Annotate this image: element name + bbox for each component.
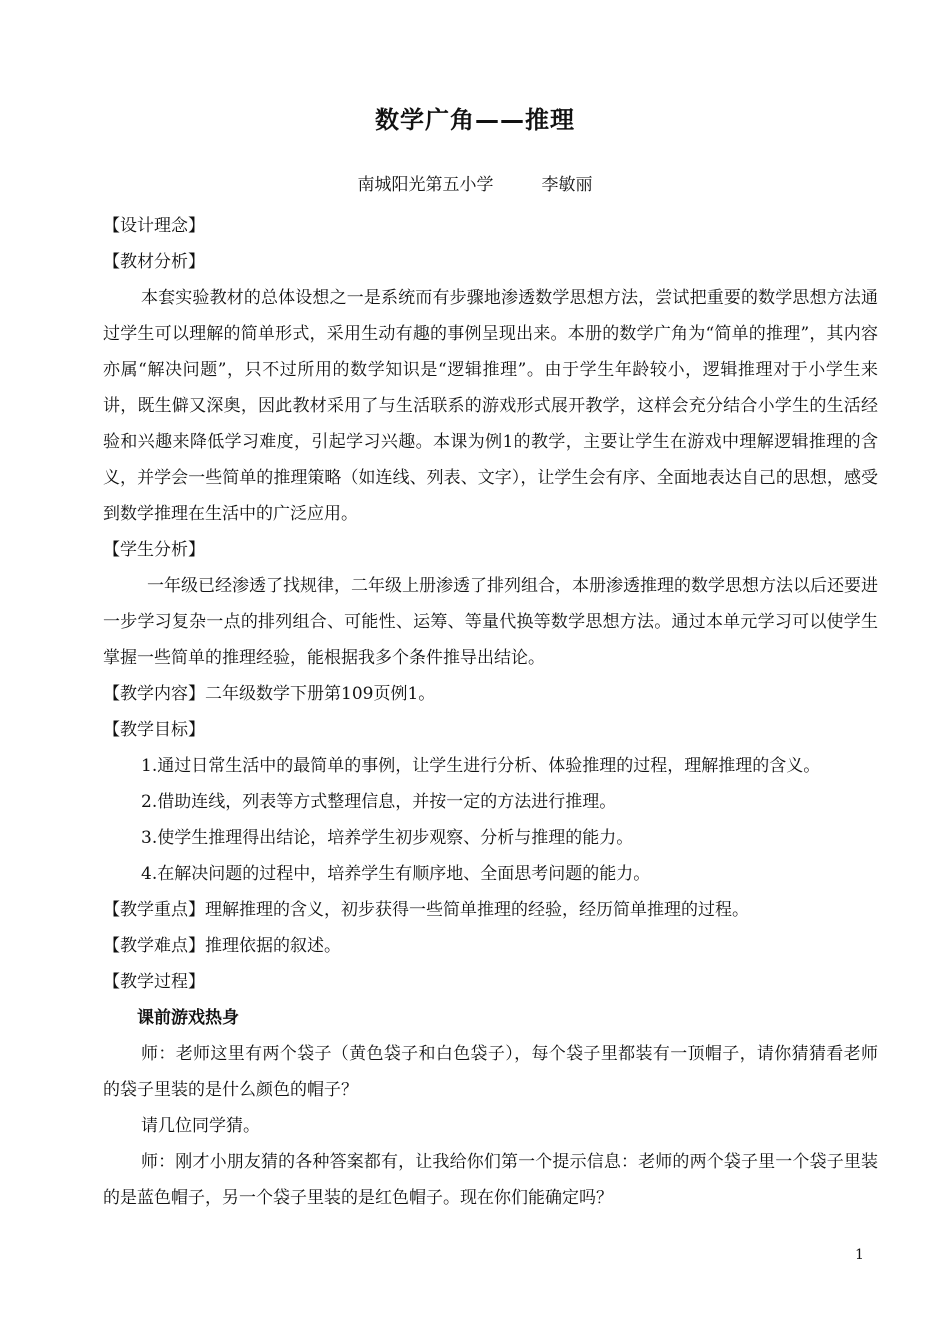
section-heading-teaching-content: 【教学内容】 bbox=[103, 684, 205, 704]
byline bbox=[0, 170, 950, 195]
section-heading-student-analysis: 【学生分析】 bbox=[103, 540, 205, 560]
textbook-analysis-paragraph: 本套实验教材的总体设想之一是系统而有步骤地渗透数学思想方法，尝试把重要的数学思想方法通过学生可以理解的简单形式，采用生动有趣的事例呈现出来。本册的数学广角为“简单的推理”，其内容亦属“解决问题”，只不过所用的数学知识是“逻辑推理”。由于学生年龄较小，逻辑推理对于小学生来讲，既生僻又深奥，因此教材采用了与生活联系的游戏形式展开教学，这样会充分结合小学生的生活经验和兴趣来降低学习难度，引起学习兴趣。本课为例1的教学，主要让学生在游戏中理解逻辑推理的含义，并学会一些简单的推理策略（如连线、列表、文字），让学生会有序、全面地表达自己的思想，感受到数学推理在生活中的广泛应用。 bbox=[103, 288, 878, 524]
warmup-heading: 课前游戏热身 bbox=[137, 1008, 239, 1028]
difficult-points-text: 推理依据的叙述。 bbox=[205, 936, 341, 956]
teaching-content-text: 二年级数学下册第109页例1。 bbox=[205, 684, 436, 704]
key-points-line bbox=[103, 892, 878, 928]
goal-item: 2.借助连线，列表等方式整理信息，并按一定的方法进行推理。 bbox=[141, 792, 617, 812]
author-name: 李敏丽 bbox=[541, 175, 593, 195]
section-heading-difficult-points: 【教学难点】 bbox=[103, 936, 205, 956]
teaching-content-line bbox=[103, 676, 878, 712]
section-heading-design-idea: 【设计理念】 bbox=[103, 216, 205, 236]
section-heading-teaching-process: 【教学过程】 bbox=[103, 972, 205, 992]
school-name: 南城阳光第五小学 bbox=[357, 175, 494, 195]
goal-item: 4.在解决问题的过程中，培养学生有顺序地、全面思考问题的能力。 bbox=[141, 864, 651, 884]
process-paragraph: 师：刚才小朋友猜的各种答案都有，让我给你们第一个提示信息：老师的两个袋子里一个袋子里装的是蓝色帽子，另一个袋子里装的是红色帽子。现在你们能确定吗？ bbox=[103, 1152, 878, 1208]
process-paragraph: 请几位同学猜。 bbox=[141, 1116, 260, 1136]
section-heading-teaching-goals: 【教学目标】 bbox=[103, 720, 205, 740]
key-points-text: 理解推理的含义，初步获得一些简单推理的经验，经历简单推理的过程。 bbox=[205, 900, 749, 920]
page-number: 1 bbox=[855, 1247, 864, 1263]
page-title: 数学广角——推理 bbox=[375, 106, 575, 134]
section-heading-textbook-analysis: 【教材分析】 bbox=[103, 252, 205, 272]
document-body bbox=[103, 208, 878, 1216]
goal-item: 3.使学生推理得出结论，培养学生初步观察、分析与推理的能力。 bbox=[141, 828, 634, 848]
section-heading-key-points: 【教学重点】 bbox=[103, 900, 205, 920]
goal-item: 1.通过日常生活中的最简单的事例，让学生进行分析、体验推理的过程，理解推理的含义。 bbox=[141, 756, 821, 776]
difficult-points-line bbox=[103, 928, 878, 964]
student-analysis-paragraph: 一年级已经渗透了找规律，二年级上册渗透了排列组合，本册渗透推理的数学思想方法以后还要进一步学习复杂一点的排列组合、可能性、运筹、等量代换等数学思想方法。通过本单元学习可以使学生掌握一些简单的推理经验，能根据我多个条件推导出结论。 bbox=[103, 576, 878, 668]
process-paragraph: 师：老师这里有两个袋子（黄色袋子和白色袋子），每个袋子里都装有一顶帽子，请你猜猜看老师的袋子里装的是什么颜色的帽子？ bbox=[103, 1044, 878, 1100]
